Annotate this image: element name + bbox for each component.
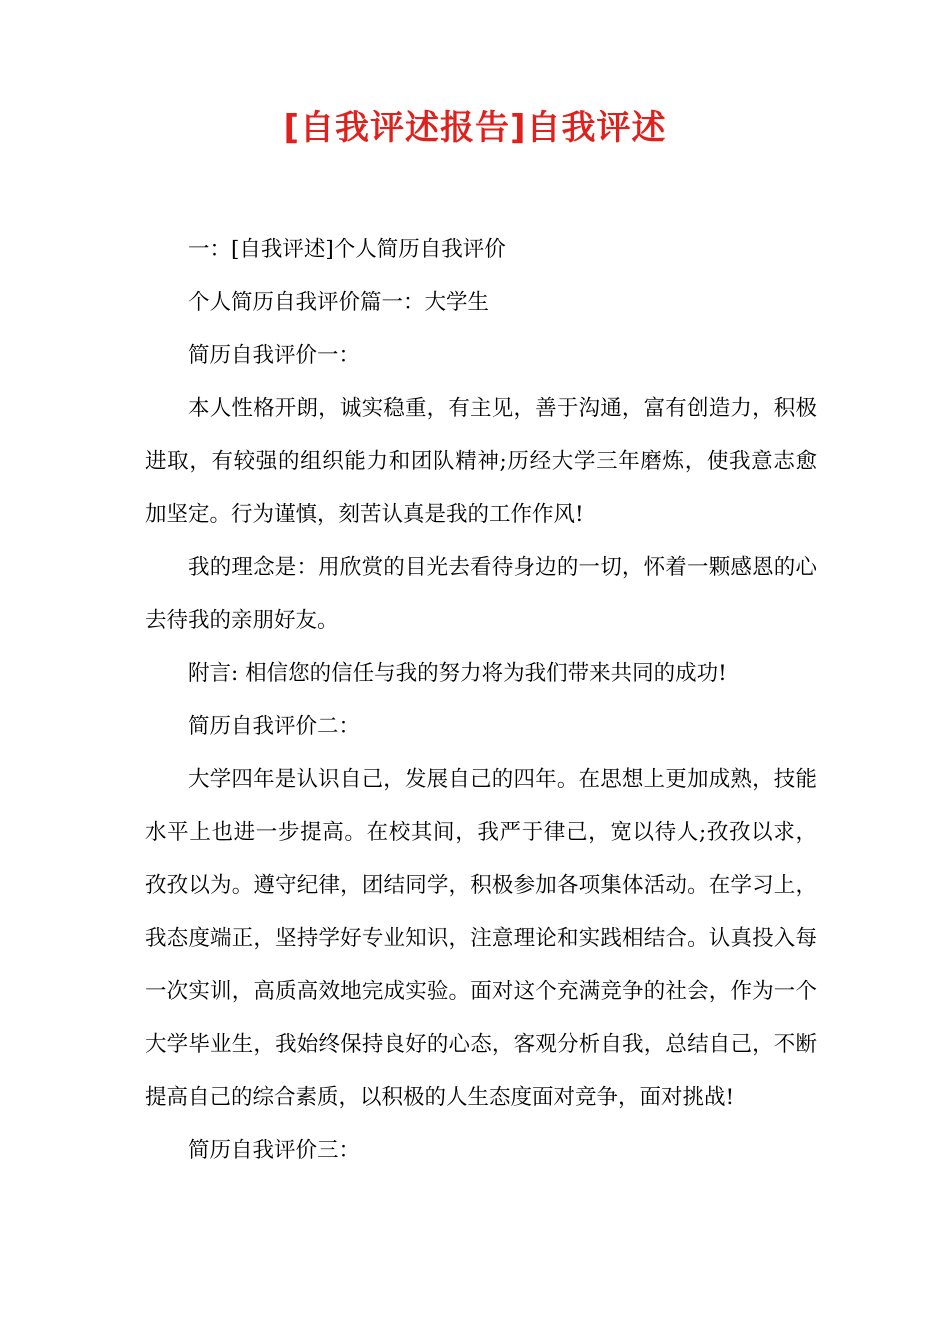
paragraph-heading-section-1: 一：[自我评述]个人简历自我评价 [188, 237, 506, 262]
document-title: [自我评述报告]自我评述 [283, 108, 667, 148]
paragraph-subheading-evaluation-3: 简历自我评价三： [188, 1138, 361, 1163]
paragraph-evaluation-2-body: 大学四年是认识自己，发展自己的四年。在思想上更加成熟，技能水平上也进一步提高。在校其间，我严于律己，宽以待人;孜孜以求，孜孜以为。遵守纪律，团结同学，积极参加各项集体活动。在学习上，我态度端正，坚持学好专业知识，注意理论和实践相结合。认真投入每一次实训，高质高效地完成实验。面对这个充满竞争的社会，作为一个大学毕业生，我始终保持良好的心态，客观分析自我，总结自己，不断提高自己的综合素质，以积极的人生态度面对竞争，面对挑战! [145, 767, 817, 1110]
paragraph-subheading-evaluation-1: 简历自我评价一： [188, 343, 361, 368]
paragraph-evaluation-1-body: 本人性格开朗，诚实稳重，有主见，善于沟通，富有创造力，积极进取，有较强的组织能力和团队精神;历经大学三年磨炼，使我意志愈加坚定。行为谨慎，刻苦认真是我的工作作风! [145, 396, 817, 527]
paragraph-philosophy: 我的理念是：用欣赏的目光去看待身边的一切，怀着一颗感恩的心去待我的亲朋好友。 [145, 555, 817, 633]
paragraph-subheading-article-1: 个人简历自我评价篇一：大学生 [188, 290, 490, 315]
paragraph-subheading-evaluation-2: 简历自我评价二： [188, 714, 361, 739]
document-body [145, 223, 817, 1177]
paragraph-postscript: 附言: 相信您的信任与我的努力将为我们带来共同的成功! [188, 661, 727, 686]
